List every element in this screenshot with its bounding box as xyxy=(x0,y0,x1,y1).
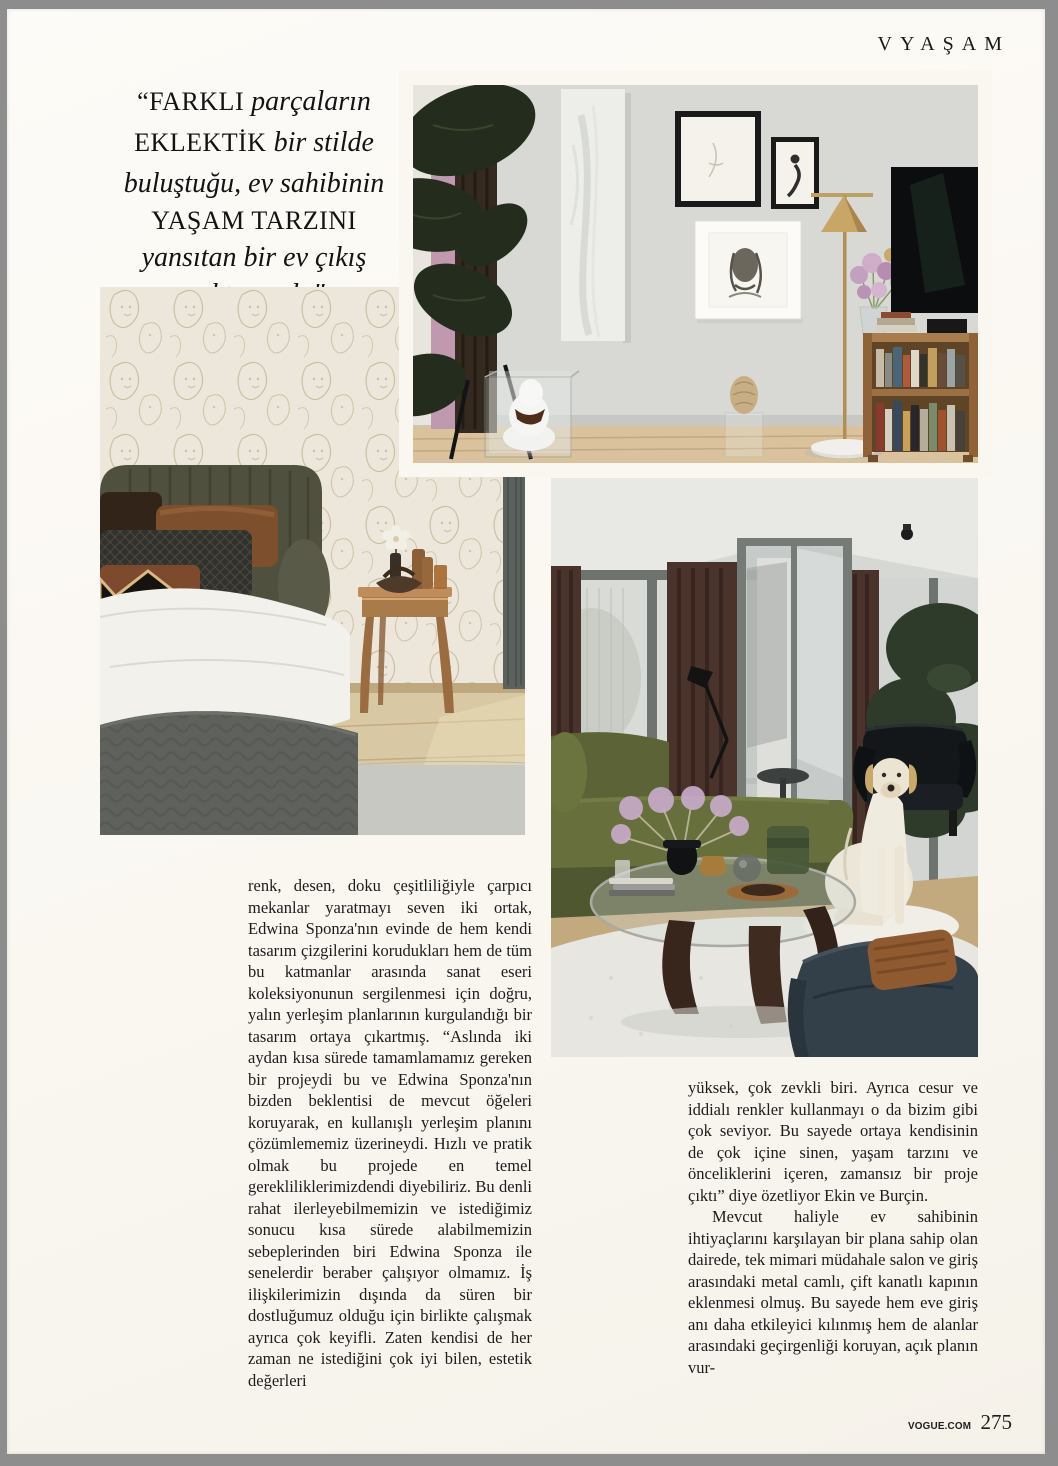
pull-quote-line: “FARKLI parçaların xyxy=(137,86,371,117)
site-label: VOGUE.COM xyxy=(908,1420,972,1432)
section-label: VYAŞAM xyxy=(877,33,1010,55)
pull-quote-line: buluştuğu, ev sahibinin xyxy=(123,168,385,199)
page xyxy=(7,9,1045,1454)
living-room-illustration xyxy=(413,85,978,463)
pull-quote-line: YAŞAM TARZINI xyxy=(151,206,357,235)
article-paragraph: renk, desen, doku çeşitliliğiyle çarpıcı mekanlar yaratmayı seven iki ortak, Edwina Sponza'nın evinde de hem kendi tasarım çizgilerini korudukları hem de tüm bu katmanlar arasında sanat eseri koleksiyonunun sergilenmesi için doğru, yalın yerleşim planlarının kurgulandığı bir tasarım ortaya çıkartmış. “Aslında iki aydan kısa sürede tamamlamamız gereken bir projeydi bu ve Edwina Sponza'nın bizden beklentisi de mevcut öğeleri koruyarak, en kullanışlı yerleşim planını çözümlememiz üzerineydi. Hızlı ve pratik olmak bu projede en temel gerekliliklerimizdendi diyebiliriz. Bu denli rahat ilerleyebilmemizin ve istediğimiz sonucu kısa sürede alabilmemizin sebeplerinden biri Edwina Sponza ile senelerdir beraber çalışıyor olmamız. İş ilişkilerimizin dışında da süren bir dostluğumuz olduğu için birlikte çalışmak ayrıca çok keyifli. Zaten kendisi de her zaman ne istediğini çok iyi bilen, estetik değerleri xyxy=(248,876,532,1390)
article-column-left xyxy=(248,875,532,1395)
living-room-dog-photo xyxy=(551,478,978,1057)
page-footer xyxy=(904,1410,1012,1435)
article-paragraph: yüksek, çok zevkli biri. Ayrıca cesur ve iddialı renkler kullanmayı o da bizim gibi çok seviyor. Bu sayede ortaya kendisinin de çok içine sinen, yaşam tarzını ve önceliklerini içeren, zamansız bir proje çıktı” diye özetliyor Ekin ve Burçin. xyxy=(688,1078,978,1205)
living-room-photo xyxy=(413,85,978,463)
article-column-right xyxy=(688,1077,978,1402)
page-number: 275 xyxy=(980,1410,1012,1434)
article-paragraph: Mevcut haliyle ev sahibinin ihtiyaçlarını karşılayan bir plana sahip olan dairede, tek mimari müdahale salon ve giriş arasındaki metal camlı, çift kanatlı kapının eklenmesi olmuş. Bu sayede hem eve giriş anı daha etkileyici kılınmış hem de alanlar arasındaki geçirgenliği koruyan, açık planın vur- xyxy=(688,1207,978,1377)
pull-quote xyxy=(106,83,402,313)
pull-quote-line: yansıtan bir ev çıkış xyxy=(141,242,367,273)
living-room-dog-illustration xyxy=(551,478,978,1057)
pull-quote-line: EKLEKTİK bir stilde xyxy=(134,127,374,158)
